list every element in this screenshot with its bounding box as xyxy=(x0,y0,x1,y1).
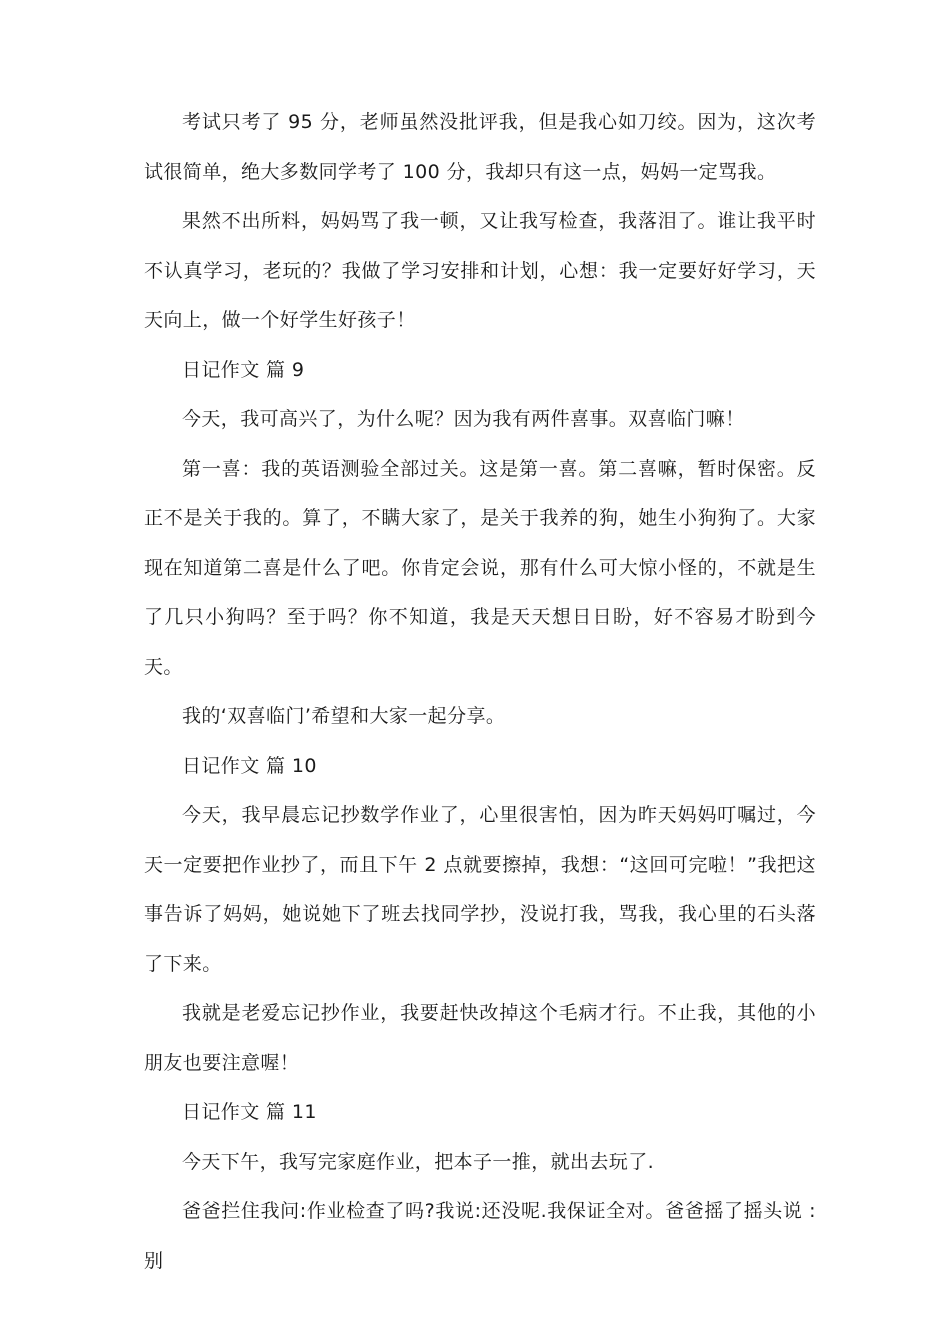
paragraph: 第一喜：我的英语测验全部过关。这是第一喜。第二喜嘛，暂时保密。反正不是关于我的。算了，不瞒大家了，是关于我养的狗，她生小狗狗了。大家现在知道第二喜是什么了吧。你肯定会说，那有什么可大惊小怪的，不就是生了几只小狗吗？至于吗？你不知道，我是天天想日日盼，好不容易才盼到今天。 xyxy=(144,457,816,678)
section-heading: 日记作文 篇 9 xyxy=(182,358,305,381)
section-heading: 日记作文 篇 11 xyxy=(182,1101,317,1123)
paragraph: 爸爸拦住我问:作业检查了吗?我说:还没呢.我保证全对。爸爸摇了摇头说 :别 xyxy=(144,1200,816,1272)
paragraph: 今天，我可高兴了，为什么呢？因为我有两件喜事。双喜临门嘛！ xyxy=(182,408,745,430)
paragraph: 果然不出所料，妈妈骂了我一顿，又让我写检查，我落泪了。谁让我平时不认真学习，老玩的？我做了学习安排和计划，心想：我一定要好好学习，天天向上，做一个好学生好孩子！ xyxy=(144,210,816,331)
paragraph: 我就是老爱忘记抄作业，我要赶快改掉这个毛病才行。不止我，其他的小朋友也要注意喔！ xyxy=(144,1002,816,1074)
section-heading: 日记作文 篇 10 xyxy=(182,754,317,777)
document-page xyxy=(144,98,816,1286)
paragraph: 我的‘双喜临门’希望和大家一起分享。 xyxy=(182,705,506,727)
paragraph: 考试只考了 95 分，老师虽然没批评我，但是我心如刀绞。因为，这次考试很简单，绝大多数同学考了 100 分，我却只有这一点，妈妈一定骂我。 xyxy=(144,111,816,183)
paragraph: 今天，我早晨忘记抄数学作业了，心里很害怕，因为昨天妈妈叮嘱过，今天一定要把作业抄了，而且下午 2 点就要擦掉，我想：“这回可完啦！”我把这事告诉了妈妈，她说她下了班去找同学抄，没说打我，骂我，我心里的石头落了下来。 xyxy=(144,804,816,975)
paragraph: 今天下午，我写完家庭作业，把本子一推，就出去玩了. xyxy=(182,1150,655,1173)
